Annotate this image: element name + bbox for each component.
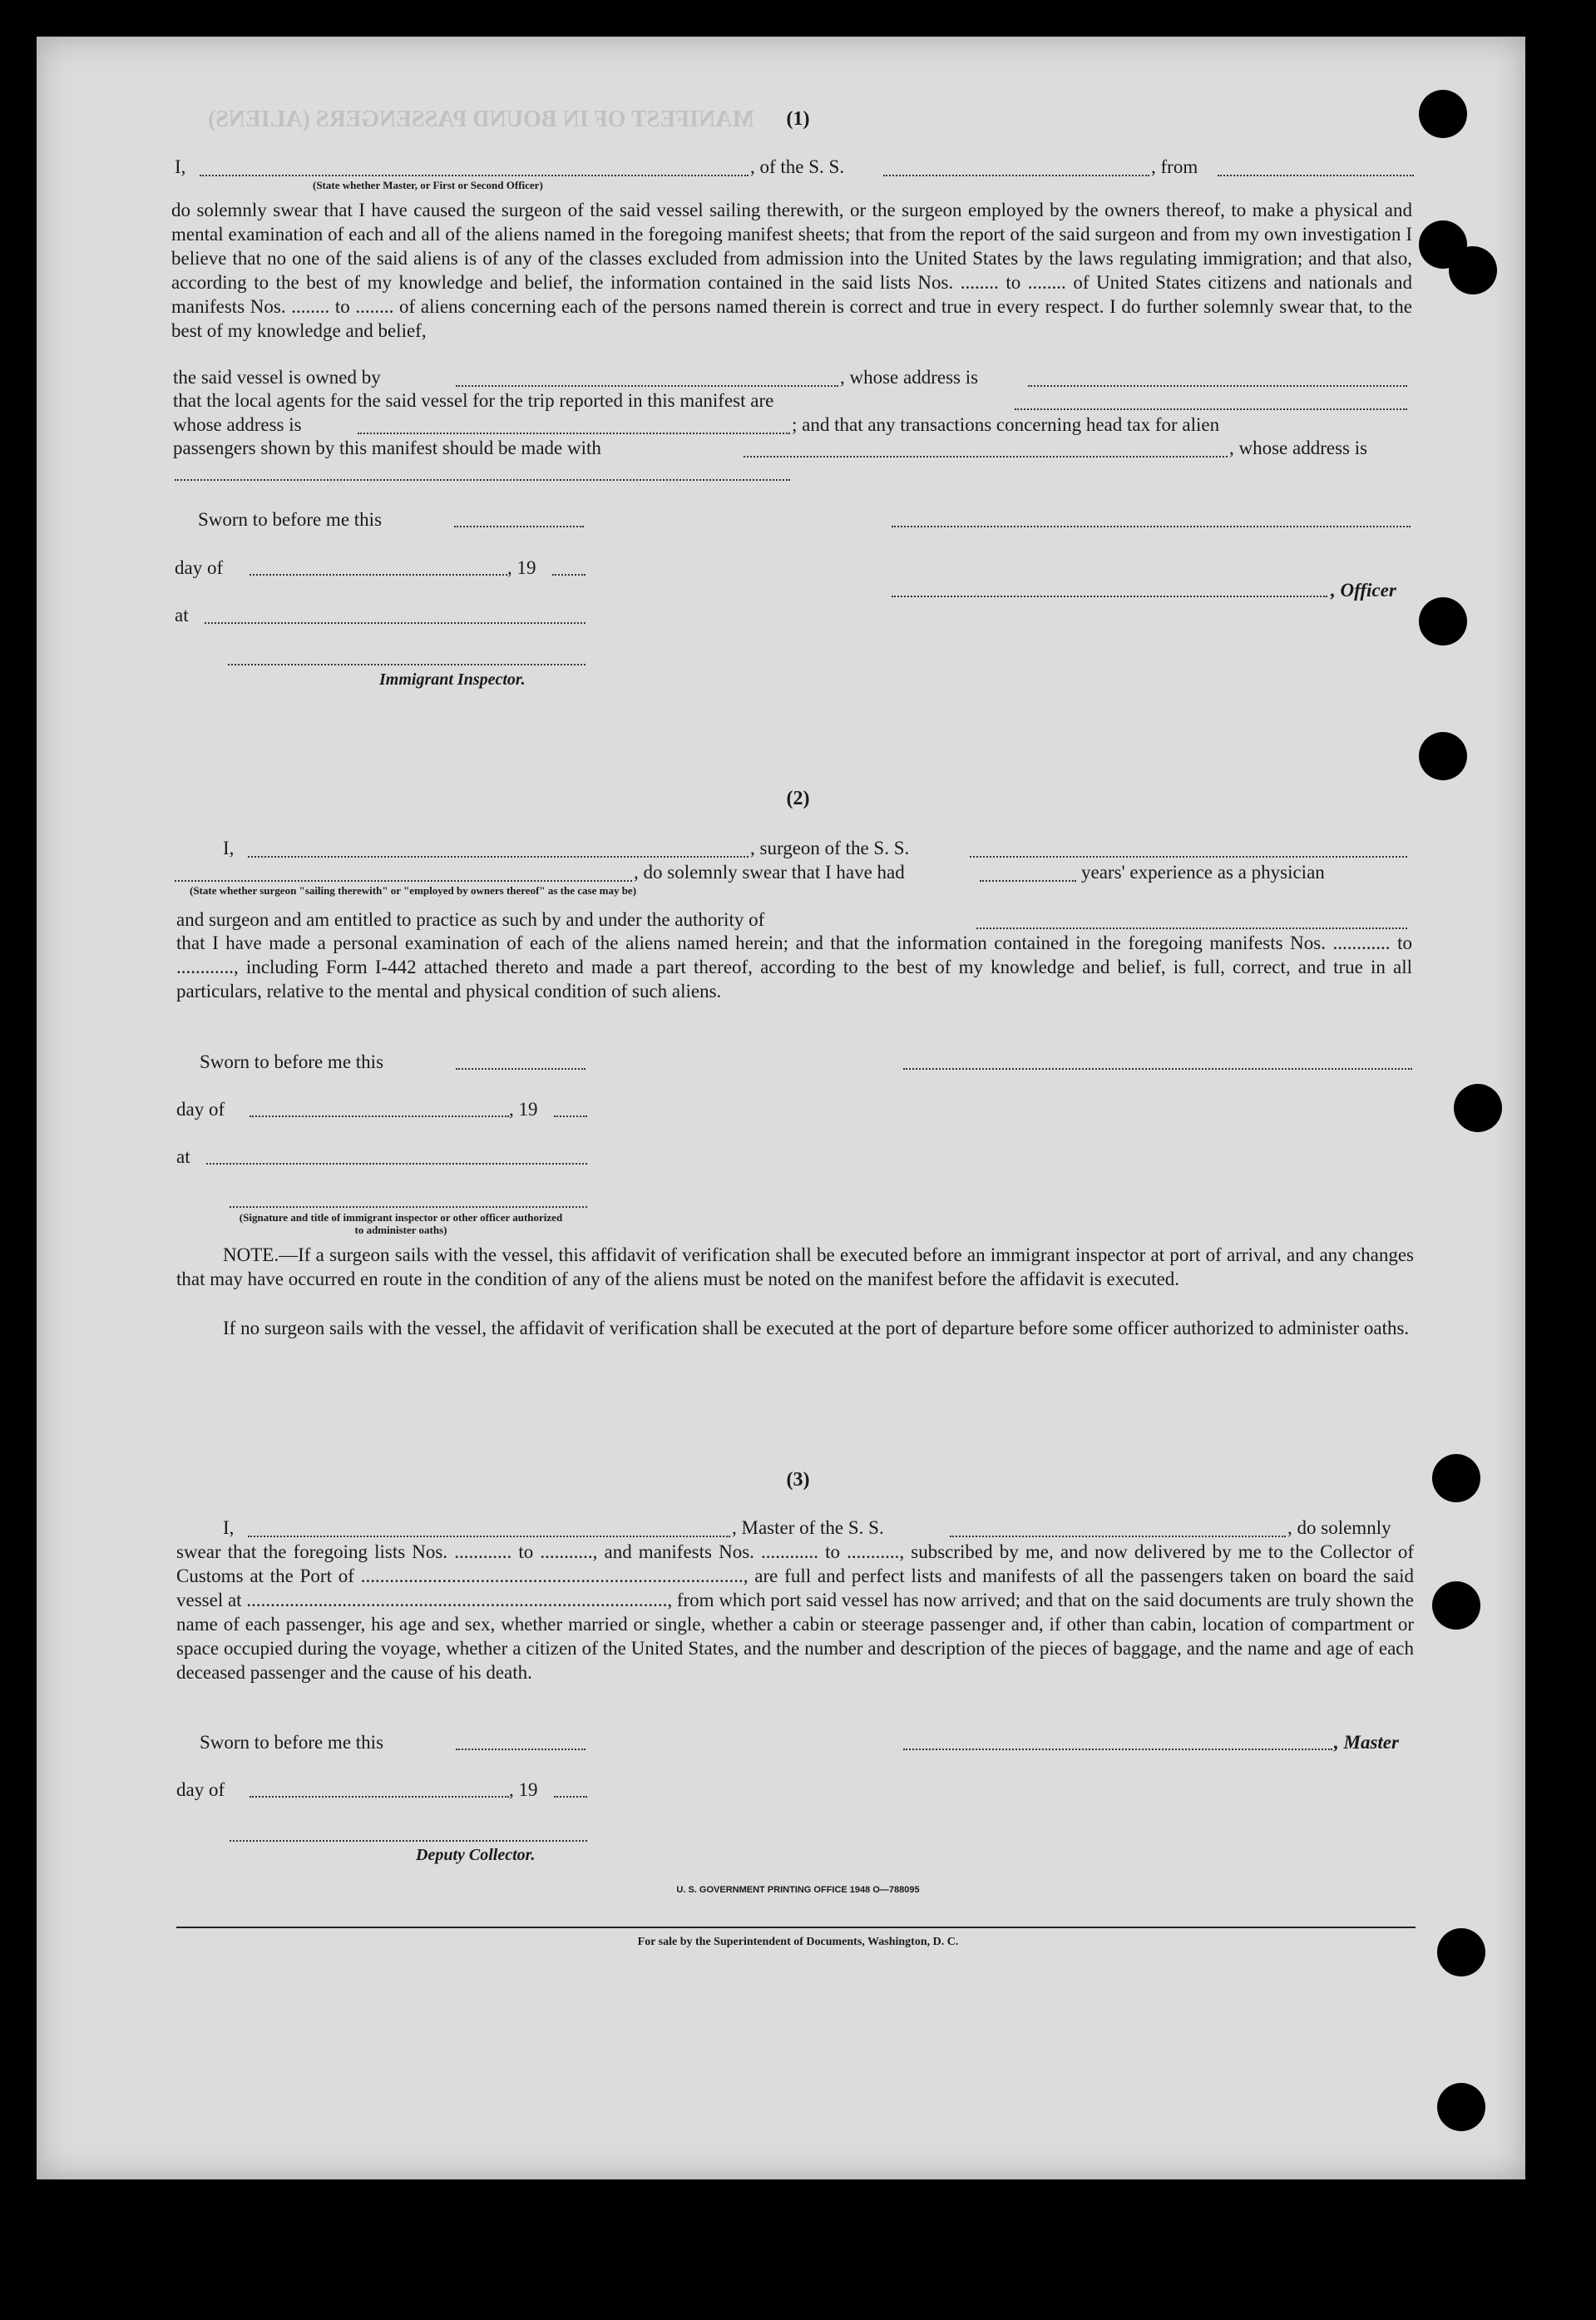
section-2-number: (2) [786,788,810,809]
s2-at-field[interactable] [206,1163,587,1165]
s1-at: at [175,605,189,626]
s2-sig-caption: (Signature and title of immigrant inspector or other officer authorized to administer oaths) [239,1211,563,1236]
s1-officer-caption: (State whether Master, or First or Second Officer) [313,179,543,191]
s1-vessel-field[interactable] [883,175,1149,176]
s3-solemnly: , do solemnly [1287,1517,1391,1538]
s2-authority-field[interactable] [976,928,1407,929]
s1-officer-sign-field[interactable] [892,596,1327,597]
s1-head-tax-address-field[interactable] [175,479,790,481]
binder-hole [1454,1084,1502,1132]
s2-authority: and surgeon and am entitled to practice as such by and under the authority of [176,909,765,930]
s3-year-field[interactable] [554,1796,587,1798]
s2-surgeon-type-field[interactable] [175,880,632,882]
s2-note-1: NOTE.—If a surgeon sails with the vessel, this affidavit of verification shall be executed before an immigrant inspector at port of arrival, and any changes that may have occurred en route in the condition of any of the aliens must be noted on the manifest before the affidavit is executed. [176,1244,1414,1289]
s1-of-ss: , of the S. S. [750,156,845,177]
section-1-number: (1) [786,108,810,130]
s1-passengers: passengers shown by this manifest should be made with [173,438,601,458]
s3-collector-sign-field[interactable] [230,1840,587,1842]
section-3-number: (3) [786,1469,810,1491]
binder-hole [1432,1581,1480,1630]
s1-transactions: ; and that any transactions concerning head tax for alien [792,414,1220,435]
s1-from-field[interactable] [1218,175,1414,176]
s2-vessel-field[interactable] [970,856,1407,858]
s1-owned-by: the said vessel is owned by [173,367,381,388]
s2-year: , 19 [509,1099,538,1120]
s2-years: years' experience as a physician [1081,862,1325,883]
s3-day-field[interactable] [250,1796,509,1798]
s1-head-tax-field[interactable] [744,456,1228,458]
faded-header: MANIFEST OF IN BOUND PASSENGERS (ALIENS) [208,106,754,132]
s1-year: , 19 [507,557,536,578]
s2-name-field[interactable] [248,856,749,858]
s2-signature-field[interactable] [903,1068,1412,1070]
gpo-imprint: U. S. GOVERNMENT PRINTING OFFICE 1948 O—788095 [676,1885,920,1895]
s1-year-field[interactable] [552,574,586,576]
s1-day-of: day of [175,557,224,578]
s1-agents: that the local agents for the said vessel for the trip reported in this manifest are [173,390,774,411]
s1-officer-label: , Officer [1331,580,1396,601]
s1-owner-address-field[interactable] [1028,385,1407,387]
s1-officer-name-field[interactable] [200,175,749,176]
s1-agent-address-field[interactable] [358,433,790,434]
s3-i: I, [223,1517,235,1538]
s2-caption: (State whether surgeon "sailing therewith" or "employed by owners thereof" as the case may be) [190,884,637,897]
s1-i: I, [175,156,186,177]
sale-notice: For sale by the Superintendent of Documents, Washington, D. C. [637,1936,959,1948]
s1-day-field[interactable] [250,574,507,576]
s1-whose-address: , whose address is [840,367,979,388]
s1-owner-field[interactable] [456,385,838,387]
s2-at: at [176,1146,190,1167]
binder-hole [1437,2083,1485,2131]
s3-year: , 19 [509,1779,538,1800]
s2-sworn-date-field[interactable] [456,1068,586,1070]
s1-inspector-sign-field[interactable] [228,664,586,665]
s2-year-field[interactable] [554,1115,587,1117]
s2-sworn: Sworn to before me this [200,1051,384,1072]
s1-from: , from [1151,156,1198,177]
s2-day-of: day of [176,1099,225,1120]
s1-body: do solemnly swear that I have caused the surgeon of the said vessel sailing therewith, or the surgeon employed by the owners thereof, to make a physical and mental examination of each and all of the aliens named in the foregoing manifest sheets; that from the report of the said surgeon and from my own investigation I believe that no one of the said aliens is of any of the classes excluded from admission into the United States by the laws regulating immigration; and that also, according to the best of my knowledge and belief, the information contained in the said lists Nos. ........ to ........ of United States citizens and nationals and manifests Nos. ........ to ........ of aliens concerning each of the persons named therein is correct and true in every respect. I do further solemnly swear that, to the best of my knowledge and belief, [171,200,1412,341]
s2-i: I, [223,838,235,858]
s1-sworn-date-field[interactable] [454,526,584,527]
s2-swear: , do solemnly swear that I have had [634,862,905,883]
s2-note-2: If no surgeon sails with the vessel, the affidavit of verification shall be executed at the port of departure before some officer authorized to administer oaths. [223,1318,1410,1338]
s3-master-ss: , Master of the S. S. [732,1517,884,1538]
s2-inspector-sign-field[interactable] [230,1206,587,1208]
s3-day-of: day of [176,1779,225,1800]
footer-rule [176,1927,1416,1928]
s3-sworn-date-field[interactable] [456,1749,586,1750]
s2-years-field[interactable] [980,880,1076,882]
s3-master-sign-field[interactable] [903,1749,1332,1750]
s3-name-field[interactable] [248,1536,730,1537]
s1-inspector-label: Immigrant Inspector. [379,670,526,689]
document-page [37,37,1525,2179]
s3-sworn: Sworn to before me this [200,1732,384,1753]
s1-agents-field[interactable] [1015,408,1407,410]
binder-hole [1449,246,1497,294]
s1-whose-address-is: whose address is [173,414,302,435]
s1-sworn: Sworn to before me this [198,509,383,530]
s1-signature-field[interactable] [892,526,1411,527]
s3-body: swear that the foregoing lists Nos. ............ to ..........., and manifests Nos. ............ to ..........., subscribed by me, and now delivered by me to the Collector of Customs at the Port of ................................................................................, are full and perfect lists and manifests of all the passengers taken on board the said vessel at ........................................................................................, from which port said vessel has now arrived; and that on the said documents are truly shown the name of each passenger, his age and sex, whether married or single, whether a cabin or steerage passenger and, if other than cabin, location of compartment or space occupied during the voyage, whether a citizen of the United States, and the number and description of the pieces of baggage, and the name and age of each deceased passenger and the cause of his death. [176,1541,1414,1683]
s2-body: that I have made a personal examination of each of the aliens named herein; and that the information contained in the foregoing manifests Nos. ............ to ............, including Form I-442 attached thereto and made a part thereof, according to the best of my knowledge and belief, is full, correct, and true in all particulars, relative to the mental and physical condition of such aliens. [176,932,1412,1002]
s2-surgeon-ss: , surgeon of the S. S. [750,838,910,858]
binder-hole [1419,597,1467,646]
s1-whose-address-is-2: , whose address is [1229,438,1368,458]
s1-at-field[interactable] [205,622,586,624]
s2-day-field[interactable] [250,1115,509,1117]
s3-vessel-field[interactable] [950,1536,1286,1537]
s3-collector-label: Deputy Collector. [416,1846,536,1864]
binder-hole [1419,732,1467,780]
s3-master-label: , Master [1334,1732,1399,1753]
